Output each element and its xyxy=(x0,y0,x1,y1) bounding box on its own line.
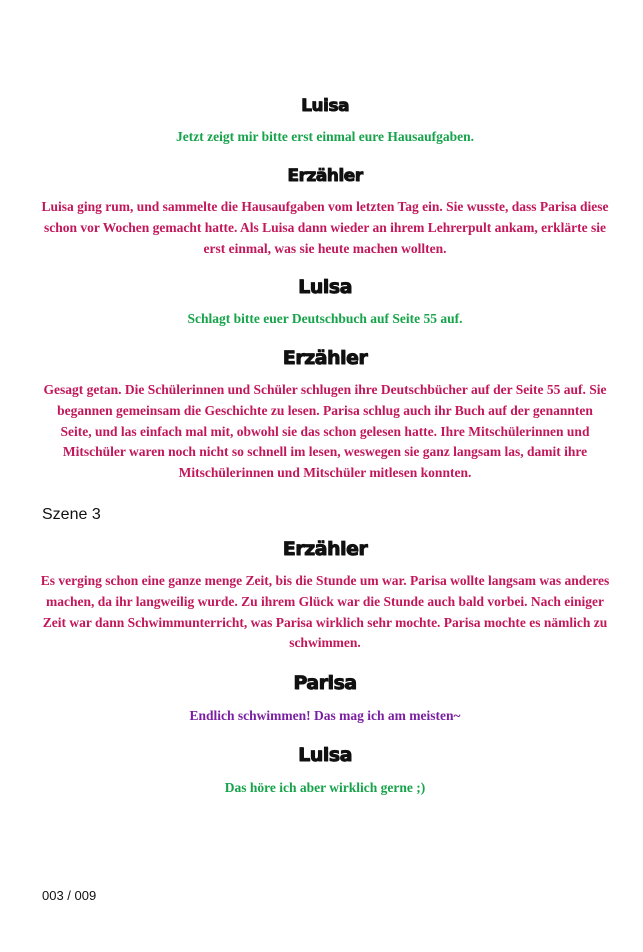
dialogue-block-luisa-2 xyxy=(40,277,610,330)
page-number: 003 / 009 xyxy=(42,888,97,903)
speaker-name: Luisa xyxy=(298,276,352,298)
dialogue-line: Jetzt zeigt mir bitte erst einmal eure Hausaufgaben. xyxy=(176,129,474,144)
speaker-name: Erzähler xyxy=(287,166,363,186)
narration-block-3 xyxy=(40,539,610,654)
narration-text: Gesagt getan. Die Schülerinnen und Schüler schlugen ihre Deutschbücher auf der Seite 55 auf. Sie begannen gemeinsam die Geschichte zu lesen. Parisa schlug auch ihr Buch auf der genannten Seite, und las einfach mal mit, obwohl sie das schon gelesen hatte. Ihre Mitschülerinnen und Mitschüler waren noch nicht so schnell im lesen, weswegen sie ganz langsam las, damit ihre Mitschülerinnen und Mitschüler mitlesen konnten. xyxy=(43,382,607,481)
dialogue-block-luisa-3 xyxy=(40,745,610,799)
speaker-name: Luisa xyxy=(301,96,349,116)
speaker-name: Parisa xyxy=(293,672,357,694)
narration-block-2 xyxy=(40,348,610,484)
dialogue-line: Das höre ich aber wirklich gerne ;) xyxy=(224,780,426,795)
speaker-name: Erzähler xyxy=(282,538,368,560)
speaker-name: Luisa xyxy=(298,744,352,766)
narration-text: Es verging schon eine ganze menge Zeit, bis die Stunde um war. Parisa wollte langsam was anderes machen, da ihr langweilig wurde. Zu ihrem Glück war die Stunde auch bald vorbei. Nach einiger Zeit war dann Schwimmunterricht, was Parisa wirklich sehr mochte. Parisa mochte es nämlich zu schwimmen. xyxy=(40,573,610,651)
dialogue-line: Schlagt bitte euer Deutschbuch auf Seite 55 auf. xyxy=(187,311,463,326)
dialogue-block-parisa xyxy=(40,673,610,727)
speaker-name: Erzähler xyxy=(282,347,368,369)
narration-text: Luisa ging rum, und sammelte die Hausaufgaben vom letzten Tag ein. Sie wusste, dass Parisa diese schon vor Wochen gemacht hatte. Als Luisa dann wieder an ihrem Lehrerpult ankam, erklärte sie erst einmal, was sie heute machen wollten. xyxy=(41,199,609,256)
dialogue-block-luisa-1 xyxy=(40,96,610,148)
dialogue-line: Endlich schwimmen! Das mag ich am meisten~ xyxy=(189,708,461,723)
scene-heading: Szene 3 xyxy=(42,506,101,523)
narration-block-1 xyxy=(40,166,610,259)
